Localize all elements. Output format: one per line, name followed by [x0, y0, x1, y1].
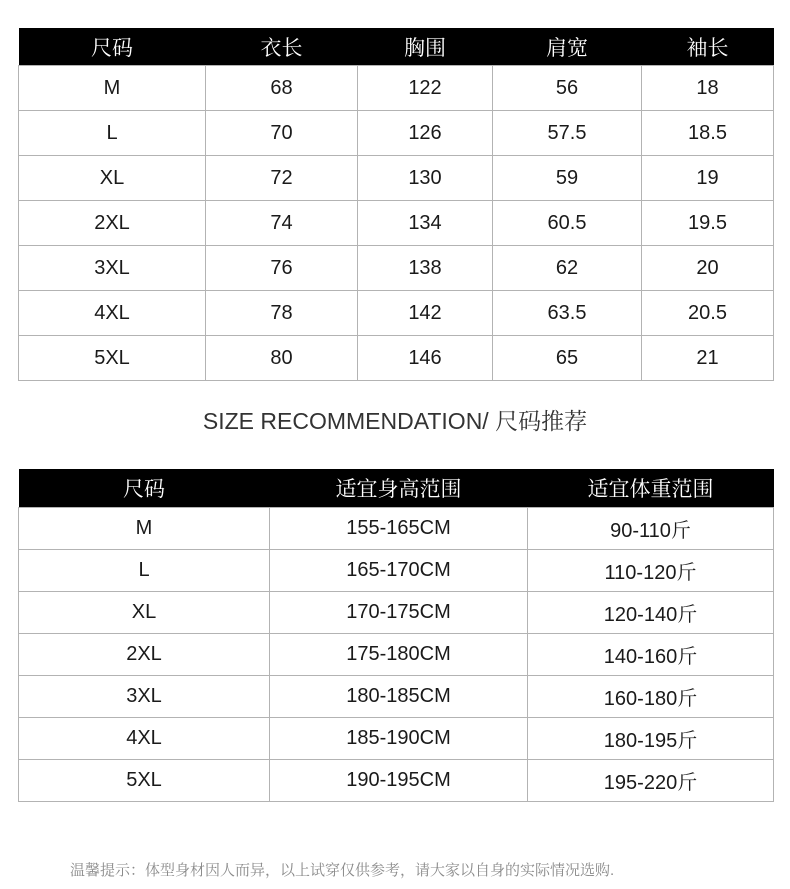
cell-size: 4XL [19, 718, 270, 760]
cell-chest: 130 [358, 156, 493, 201]
cell-weight-range: 180-195斤 [528, 718, 774, 760]
table-row [19, 336, 774, 381]
cell-length: 74 [206, 201, 358, 246]
cell-sleeve: 19.5 [642, 201, 774, 246]
header-size: 尺码 [19, 28, 206, 66]
cell-height-range: 170-175CM [270, 592, 528, 634]
table-row [19, 634, 774, 676]
cell-chest: 134 [358, 201, 493, 246]
header-weight-range: 适宜体重范围 [528, 469, 774, 508]
cell-size: 2XL [19, 201, 206, 246]
table-row [19, 718, 774, 760]
cell-size: XL [19, 156, 206, 201]
cell-length: 76 [206, 246, 358, 291]
cell-weight-range: 110-120斤 [528, 550, 774, 592]
cell-sleeve: 19 [642, 156, 774, 201]
cell-chest: 138 [358, 246, 493, 291]
cell-weight-range: 90-110斤 [528, 508, 774, 550]
cell-sleeve: 18 [642, 66, 774, 111]
cell-shoulder: 60.5 [493, 201, 642, 246]
cell-sleeve: 18.5 [642, 111, 774, 156]
table-row [19, 66, 774, 111]
header-sleeve: 袖长 [642, 28, 774, 66]
cell-weight-range: 120-140斤 [528, 592, 774, 634]
cell-size: 3XL [19, 676, 270, 718]
cell-height-range: 165-170CM [270, 550, 528, 592]
cell-size: 2XL [19, 634, 270, 676]
size-recommendation-table [18, 469, 774, 802]
cell-chest: 122 [358, 66, 493, 111]
cell-chest: 146 [358, 336, 493, 381]
cell-size: L [19, 550, 270, 592]
size-chart-table [18, 28, 774, 381]
table-row [19, 156, 774, 201]
header-height-range: 适宜身高范围 [270, 469, 528, 508]
section-title: SIZE RECOMMENDATION/ 尺码推荐 [202, 408, 588, 434]
table-row [19, 550, 774, 592]
cell-size: 4XL [19, 291, 206, 336]
cell-length: 72 [206, 156, 358, 201]
cell-length: 80 [206, 336, 358, 381]
header-chest: 胸围 [358, 28, 493, 66]
cell-size: 5XL [19, 760, 270, 802]
table-row [19, 246, 774, 291]
table-row [19, 508, 774, 550]
cell-height-range: 180-185CM [270, 676, 528, 718]
cell-height-range: 175-180CM [270, 634, 528, 676]
cell-size: M [19, 508, 270, 550]
cell-weight-range: 160-180斤 [528, 676, 774, 718]
recommendation-header-row [19, 469, 774, 508]
fitting-note: 温馨提示：体型身材因人而异，以上试穿仅供参考，请大家以自身的实际情况选购. [70, 862, 615, 879]
header-size: 尺码 [19, 469, 270, 508]
cell-size: L [19, 111, 206, 156]
cell-weight-range: 140-160斤 [528, 634, 774, 676]
header-length: 衣长 [206, 28, 358, 66]
cell-size: 3XL [19, 246, 206, 291]
cell-sleeve: 20.5 [642, 291, 774, 336]
cell-chest: 142 [358, 291, 493, 336]
cell-shoulder: 56 [493, 66, 642, 111]
cell-length: 78 [206, 291, 358, 336]
cell-size: M [19, 66, 206, 111]
cell-shoulder: 62 [493, 246, 642, 291]
cell-size: 5XL [19, 336, 206, 381]
cell-shoulder: 63.5 [493, 291, 642, 336]
cell-sleeve: 21 [642, 336, 774, 381]
table-row [19, 676, 774, 718]
table-row [19, 201, 774, 246]
cell-length: 68 [206, 66, 358, 111]
cell-height-range: 190-195CM [270, 760, 528, 802]
table-row [19, 111, 774, 156]
header-shoulder: 肩宽 [493, 28, 642, 66]
cell-sleeve: 20 [642, 246, 774, 291]
cell-shoulder: 65 [493, 336, 642, 381]
cell-height-range: 185-190CM [270, 718, 528, 760]
cell-chest: 126 [358, 111, 493, 156]
cell-size: XL [19, 592, 270, 634]
cell-length: 70 [206, 111, 358, 156]
table-row [19, 592, 774, 634]
cell-height-range: 155-165CM [270, 508, 528, 550]
cell-weight-range: 195-220斤 [528, 760, 774, 802]
table-row [19, 291, 774, 336]
cell-shoulder: 59 [493, 156, 642, 201]
size-chart-header-row [19, 28, 774, 66]
table-row [19, 760, 774, 802]
cell-shoulder: 57.5 [493, 111, 642, 156]
